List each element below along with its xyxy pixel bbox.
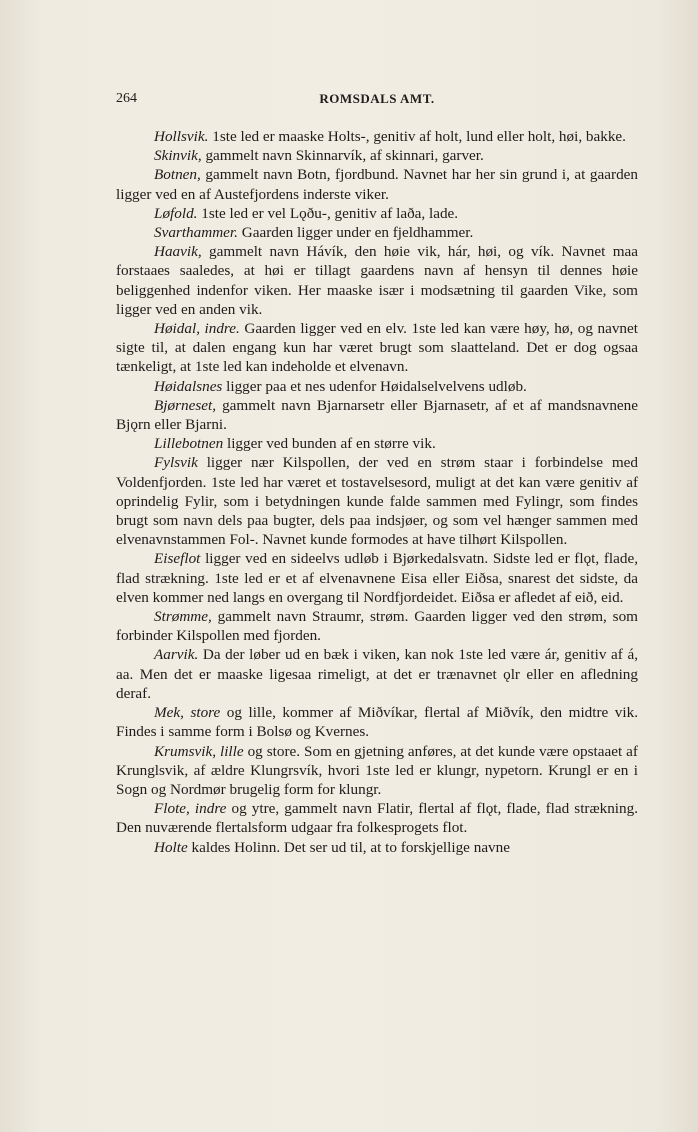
entry-headword: Høidalsnes	[154, 377, 223, 395]
entry-text: 1ste led er maaske Holts-, genitiv af holt, lund eller holt, høi, bakke.	[208, 128, 626, 145]
paragraph	[116, 146, 638, 165]
entry-headword: Aarvik.	[154, 646, 199, 664]
entry-text: gammelt navn Bjarnarsetr eller Bjarnasetr, af et af mandsnavnene Bjǫrn eller Bjarni.	[116, 396, 638, 434]
entry-headword: Holte	[154, 838, 188, 856]
entry-text: gammelt navn Botn, fjordbund. Navnet har her sin grund i, at gaarden ligger ved en af Austefjordens inderste viker.	[116, 166, 638, 203]
paragraph	[116, 223, 638, 242]
entry-headword: Botnen,	[154, 166, 201, 184]
entry-headword: Løfold.	[154, 204, 198, 222]
entry-headword: Skinvik,	[154, 147, 202, 165]
paragraph	[116, 377, 638, 396]
paragraph	[116, 319, 638, 377]
entry-headword: Svarthammer.	[154, 224, 238, 242]
entry-text: og ytre, gammelt navn Flatir, flertal af flǫt, flade, flad strækning. Den nuværende flertalsform udgaar fra folkesprogets flot.	[116, 800, 639, 837]
entry-headword: Høidal, indre.	[154, 320, 240, 338]
entry-text: og lille, kommer af Miðvíkar, flertal af Miðvík, den midtre vik. Findes i samme form i Bolsø og Kvernes.	[116, 704, 638, 741]
entry-headword: Fylsvik	[154, 454, 198, 472]
paragraph	[116, 838, 638, 857]
paragraph	[116, 127, 638, 146]
entry-text: Gaarden ligger ved en elv. 1ste led kan være høy, hø, og navnet sigte til, at dalen engang kun har været brugt som slaatteland. Det er dog ogsaa tænkeligt, at 1ste led kan indeholde et elvenavn.	[116, 320, 638, 376]
paragraph	[116, 549, 638, 607]
page-number: 264	[116, 91, 137, 106]
paragraph	[116, 434, 638, 453]
paragraph	[116, 645, 638, 703]
paragraph	[116, 742, 638, 800]
entry-text: gammelt navn Skinnarvík, af skinnari, garver.	[201, 147, 484, 165]
paragraph	[116, 204, 638, 223]
text-body	[116, 127, 638, 857]
paragraph	[116, 703, 638, 741]
entry-text: gammelt navn Hávík, den høie vik, hár, høi, og vík. Navnet maa forstaaes saaledes, at høi er tillagt gaardens navn af hensyn til dennes høie beliggenhed indenfor viken. Her maaske især i modsætning til gaarden Vike, som ligger ved en anden vik.	[116, 243, 638, 318]
entry-text: gammelt navn Straumr, strøm. Gaarden ligger ved den strøm, som forbinder Kilspollen med fjorden.	[116, 608, 638, 645]
entry-text: ligger paa et nes udenfor Høidalselvelvens udløb.	[222, 377, 527, 395]
paragraph	[116, 453, 638, 549]
entry-headword: Hollsvik.	[154, 128, 209, 145]
entry-text: Da der løber ud en bæk i viken, kan nok 1ste led være ár, genitiv af á, aa. Men det er maaske ligesaa rimeligt, at det er trænavnet ǫlr eller en afledning deraf.	[116, 646, 638, 702]
entry-headword: Mek, store	[154, 704, 221, 722]
entry-headword: Strømme,	[154, 608, 212, 626]
entry-text: Gaarden ligger under en fjeldhammer.	[237, 224, 474, 242]
entry-headword: Flote, indre	[154, 800, 227, 818]
paragraph	[116, 799, 638, 837]
entry-text: kaldes Holinn. Det ser ud til, at to forskjellige navne	[187, 838, 510, 856]
paragraph	[116, 242, 638, 319]
paragraph	[116, 607, 638, 645]
entry-headword: Krumsvik, lille	[154, 742, 244, 760]
entry-text: ligger nær Kilspollen, der ved en strøm staar i forbindelse med Voldenfjorden. 1ste led har været et tostavelsesord, muligt at det kan være genitiv af oprindelig Fylir, som i betydningen kunde falde sammen med Fylingr, som findes brugt som navn dels paa bugter, dels paa indsjøer, og som vel hænger sammen med elvenavnstammen Fol-. Navnet kunde formodes at have tilhørt Kilspollen.	[116, 454, 638, 549]
running-title: ROMSDALS AMT.	[319, 91, 435, 106]
entry-text: 1ste led er vel Lǫðu-, genitiv af laða, lade.	[197, 204, 459, 222]
entry-text: ligger ved en sideelvs udløb i Bjørkedalsvatn. Sidste led er flǫt, flade, flad strækning. 1ste led er et af elvenavnene Eisa eller Eiðsa, snarest det sidste, da elven kommer ned langs en overgang til Nordfjordeidet. Eiðsa er afledet af eið, eid.	[116, 550, 638, 606]
entry-headword: Lillebotnen	[154, 435, 224, 453]
entry-headword: Bjørneset,	[154, 396, 217, 414]
entry-headword: Eiseflot	[154, 550, 201, 568]
entry-text: og store. Som en gjetning anføres, at det kunde være opstaaet af Krunglsvik, af ældre Klungrsvík, hvori 1ste led er klungr, nypetorn. Krungl er en i Sogn og Nordmør brugelig form for klungr.	[116, 742, 638, 798]
paragraph	[116, 396, 638, 434]
entry-text: ligger ved bunden af en større vik.	[223, 435, 436, 453]
entry-headword: Haavik,	[154, 243, 202, 261]
page-header	[116, 91, 638, 111]
paragraph	[116, 165, 638, 203]
